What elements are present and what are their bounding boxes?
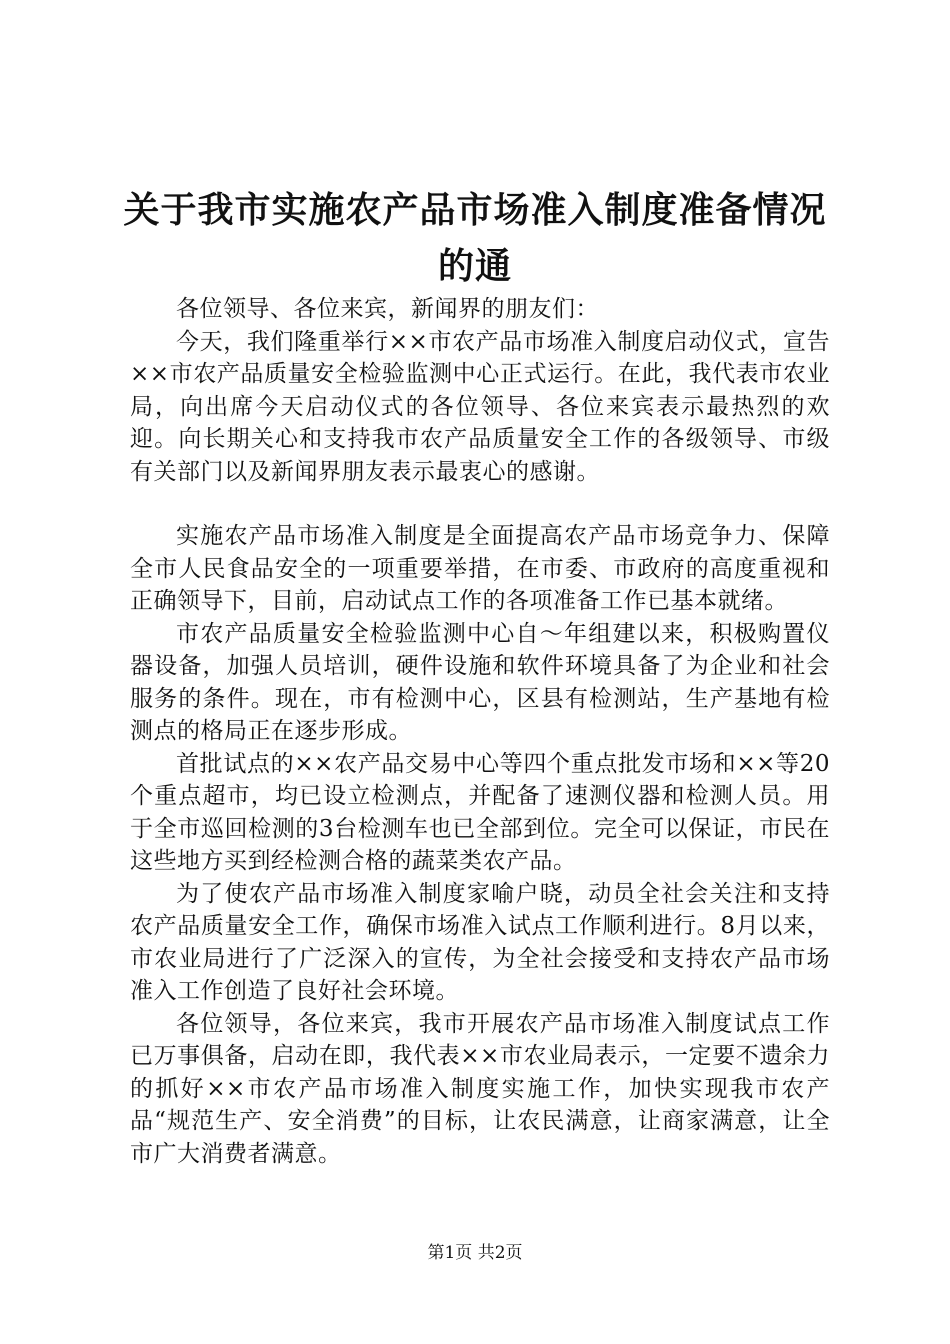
paragraph-opening: 今天，我们隆重举行××市农产品市场准入制度启动仪式，宣告××市农产品质量安全检验监测中心正式运行。在此，我代表市农业局，向出席今天启动仪式的各位领导、各位来宾表示最热烈的欢迎。向长期关心和支持我市农产品质量安全工作的各级领导、市级有关部门以及新闻界朋友表示最衷心的感谢。 xyxy=(130,328,830,485)
paragraph-preparation: 实施农产品市场准入制度是全面提高农产品市场竞争力、保障全市人民食品安全的一项重要举措，在市委、市政府的高度重视和正确领导下，目前，启动试点工作的各项准备工作已基本就绪。 xyxy=(130,523,830,614)
paragraph-publicity: 为了使农产品市场准入制度家喻户晓，动员全社会关注和支持农产品质量安全工作，确保市场准入试点工作顺利进行。8月以来，市农业局进行了广泛深入的宣传，为全社会接受和支持农产品市场准入工作创造了良好社会环境。 xyxy=(130,880,830,1004)
paragraph-spacer xyxy=(130,488,830,520)
paragraph-salutation: 各位领导、各位来宾，新闻界的朋友们： xyxy=(176,296,599,322)
paragraph-testing-center: 市农产品质量安全检验监测中心自～年组建以来，积极购置仪器设备，加强人员培训，硬件设施和软件环境具备了为企业和社会服务的条件。现在，市有检测中心，区县有检测站，生产基地有检测点的格局正在逐步形成。 xyxy=(130,620,830,744)
document-title: 关于我市实施农产品市场准入制度准备情况的通 xyxy=(123,189,827,287)
document-body xyxy=(130,293,830,1170)
paragraph-pilot-sites: 首批试点的××农产品交易中心等四个重点批发市场和××等20个重点超市，均已设立检测点，并配备了速测仪器和检测人员。用于全市巡回检测的3台检测车也已全部到位。完全可以保证，市民在这些地方买到经检测合格的蔬菜类农产品。 xyxy=(130,750,830,874)
page-footer: 第1页 共2页 xyxy=(427,1243,523,1263)
paragraph-closing: 各位领导，各位来宾，我市开展农产品市场准入制度试点工作已万事俱备，启动在即，我代表××市农业局表示，一定要不遗余力的抓好××市农产品市场准入制度实施工作，加快实现我市农产品“规范生产、安全消费”的目标，让农民满意，让商家满意，让全市广大消费者满意。 xyxy=(130,1010,830,1167)
